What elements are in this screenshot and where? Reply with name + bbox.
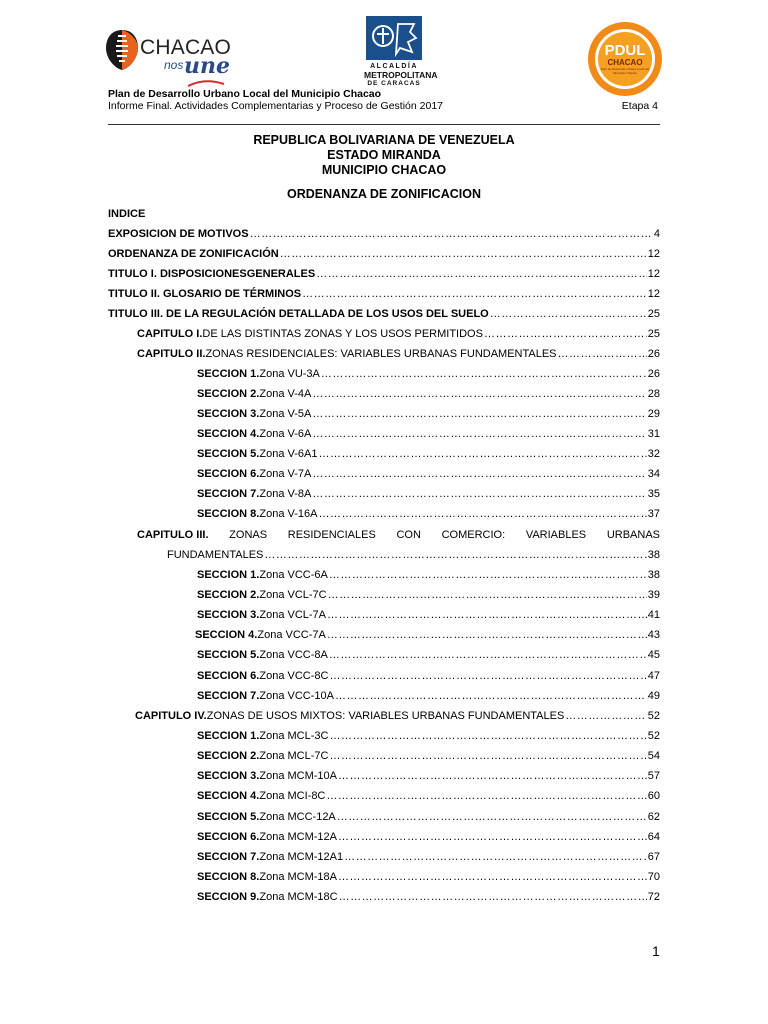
toc-leader-dots xyxy=(565,709,646,723)
toc-entry-page: 72 xyxy=(647,891,660,903)
toc-entry-page: 57 xyxy=(647,770,660,782)
toc-entry[interactable] xyxy=(197,588,660,602)
toc-leader-dots xyxy=(338,870,647,884)
chacao-emblem-icon xyxy=(104,28,140,72)
toc-entry-text: Zona VCC-8A xyxy=(259,649,328,661)
toc-entry-page: 67 xyxy=(647,851,660,863)
toc-leader-dots xyxy=(312,407,646,421)
toc-leader-dots xyxy=(338,830,647,844)
toc-entry-text: ZONAS DE USOS MIXTOS: VARIABLES URBANAS FUNDAMENTALES xyxy=(206,710,565,722)
toc-entry-text: Zona MCM-18C xyxy=(259,891,338,903)
toc-entry[interactable] xyxy=(108,267,660,281)
toc-entry-text: Zona V-8A xyxy=(259,488,312,500)
toc-entry-label: CAPITULO I. xyxy=(137,328,203,340)
toc-leader-dots xyxy=(312,427,646,441)
toc-entry-page: 54 xyxy=(647,750,660,762)
toc-entry-capitulo-iii-line1 xyxy=(137,528,660,542)
toc-entry-text: Zona VCL-7C xyxy=(259,589,327,601)
pdul-sub-text: CHACAO xyxy=(607,58,643,67)
toc-entry-text: Zona V-7A xyxy=(259,468,312,480)
toc-entry[interactable] xyxy=(197,810,660,824)
toc-leader-dots xyxy=(321,367,647,381)
toc-entry[interactable] xyxy=(108,287,660,301)
title-republic: REPUBLICA BOLIVARIANA DE VENEZUELA xyxy=(253,133,515,147)
toc-entry-label: SECCION 2. xyxy=(197,388,260,400)
toc-entry-label: SECCION 6. xyxy=(197,468,260,480)
chacao-tagline-nos: nos xyxy=(164,58,184,72)
toc-entry-page: 25 xyxy=(647,328,660,340)
toc-entry[interactable] xyxy=(197,830,660,844)
alcaldia-emblem-icon xyxy=(366,16,422,60)
toc-leader-dots xyxy=(337,810,647,824)
toc-entry-text: Zona VCL-7A xyxy=(259,609,327,621)
toc-entry-text: Zona V-6A xyxy=(259,428,312,440)
toc-entry-label: SECCION 8. xyxy=(197,508,260,520)
toc-entry[interactable] xyxy=(197,890,660,904)
toc-entry-word: VARIABLES xyxy=(525,529,587,541)
toc-entry-page: 70 xyxy=(647,871,660,883)
header-stage: Etapa 4 xyxy=(621,100,658,112)
toc-entry-label: SECCION 7. xyxy=(197,488,260,500)
toc-entry[interactable] xyxy=(137,327,660,341)
toc-entry[interactable] xyxy=(197,769,660,783)
toc-entry-text: Zona VCC-7A xyxy=(257,629,326,641)
toc-entry[interactable] xyxy=(197,487,660,501)
toc-entry-label: TITULO III. DE LA REGULACIÓN DETALLADA DE LOS USOS DEL SUELO xyxy=(108,308,489,320)
alcaldia-line-3: DE CARACAS xyxy=(367,80,421,87)
header-report-title: Informe Final. Actividades Complementarias y Proceso de Gestión 2017 xyxy=(108,100,444,112)
toc-entry-text: Zona MCM-12A xyxy=(259,831,337,843)
toc-entry-label: SECCION 3. xyxy=(197,770,260,782)
toc-entry-text: DE LAS DISTINTAS ZONAS Y LOS USOS PERMITIDOS xyxy=(202,328,483,340)
toc-entry-label: SECCION 1. xyxy=(197,730,260,742)
toc-entry-text: Zona MCI-8C xyxy=(259,790,326,802)
toc-entry-label: SECCION 9. xyxy=(197,891,260,903)
toc-entry-label: SECCION 3. xyxy=(197,609,260,621)
toc-leader-dots xyxy=(335,689,647,703)
toc-leader-dots xyxy=(329,749,646,763)
toc-entry-page: 12 xyxy=(647,268,660,280)
toc-entry[interactable] xyxy=(197,507,660,521)
title-ordinance: ORDENANZA DE ZONIFICACION xyxy=(287,187,481,201)
toc-entry[interactable] xyxy=(197,749,660,763)
toc-entry-label: SECCION 6. xyxy=(197,831,260,843)
toc-heading-label: INDICE xyxy=(108,208,146,220)
toc-entry-page: 31 xyxy=(647,428,660,440)
toc-entry-page: 26 xyxy=(647,348,660,360)
toc-entry-page: 29 xyxy=(647,408,660,420)
header-plan-title: Plan de Desarrollo Urbano Local del Municipio Chacao xyxy=(108,88,382,100)
toc-leader-dots xyxy=(328,588,647,602)
toc-entry[interactable] xyxy=(108,307,660,321)
toc-entry-label: SECCION 6. xyxy=(197,670,260,682)
toc-entry-label: SECCION 1. xyxy=(197,368,260,380)
toc-entry-label: SECCION 4. xyxy=(197,790,260,802)
toc-leader-dots xyxy=(327,628,647,642)
toc-entry-page: 43 xyxy=(647,629,660,641)
toc-entry-page: 52 xyxy=(647,710,660,722)
document-titles xyxy=(108,133,660,202)
alcaldia-shield xyxy=(366,16,422,60)
toc-leader-dots xyxy=(302,287,647,301)
toc-entry-page: 38 xyxy=(647,549,660,561)
toc-entry-text: Zona VCC-6A xyxy=(259,569,328,581)
toc-entry-label: SECCION 2. xyxy=(197,750,260,762)
toc-leader-dots xyxy=(264,548,646,562)
toc-entry[interactable] xyxy=(197,367,660,381)
toc-entry-page: 49 xyxy=(647,690,660,702)
chacao-tagline-une: une xyxy=(184,53,230,79)
toc-leader-dots xyxy=(250,227,653,241)
toc-entry-text: ZONAS RESIDENCIALES: VARIABLES URBANAS FUNDAMENTALES xyxy=(205,348,557,360)
toc-entry-page: 4 xyxy=(653,228,660,240)
toc-entry-page: 47 xyxy=(647,670,660,682)
toc-leader-dots xyxy=(558,347,647,361)
toc-entry-page: 12 xyxy=(647,248,660,260)
toc-entry-page: 52 xyxy=(647,730,660,742)
chacao-logo xyxy=(104,26,232,90)
page-number: 1 xyxy=(652,943,660,959)
toc-heading xyxy=(108,207,660,221)
toc-leader-dots xyxy=(329,648,647,662)
toc-entry-word: CON xyxy=(396,529,421,541)
alcaldia-line-1: ALCALDÍA xyxy=(370,63,418,70)
toc-entry-text: Zona VCC-10A xyxy=(259,690,334,702)
toc-entry[interactable] xyxy=(108,227,660,241)
toc-entry-text: Zona MCC-12A xyxy=(259,811,336,823)
toc-entry-label: SECCION 3. xyxy=(197,408,260,420)
toc-entry-page: 34 xyxy=(647,468,660,480)
toc-entry[interactable] xyxy=(197,608,660,622)
toc-leader-dots xyxy=(484,327,647,341)
toc-leader-dots xyxy=(326,789,646,803)
chacao-wordmark: CHACAO xyxy=(140,36,232,59)
toc-leader-dots xyxy=(316,267,647,281)
toc-entry-text: Zona V-5A xyxy=(259,408,312,420)
toc-entry-text: Zona VU-3A xyxy=(259,368,320,380)
title-state: ESTADO MIRANDA xyxy=(327,148,441,162)
toc-leader-dots xyxy=(344,850,647,864)
pdul-chacao-logo xyxy=(586,20,664,98)
toc-entry-word: URBANAS xyxy=(606,529,660,541)
toc-entry-label: SECCION 5. xyxy=(197,811,260,823)
toc-entry-text: Zona MCL-3C xyxy=(259,730,329,742)
toc-entry-label: SECCION 5. xyxy=(197,649,260,661)
toc-entry[interactable] xyxy=(197,467,660,481)
toc-entry[interactable] xyxy=(195,628,660,642)
toc-entry-text: Zona MCM-12A1 xyxy=(259,851,344,863)
alcaldia-metropolitana-logo xyxy=(364,16,438,88)
toc-entry-word: RESIDENCIALES xyxy=(287,529,376,541)
toc-entry-word: COMERCIO: xyxy=(441,529,506,541)
toc-entry[interactable] xyxy=(197,850,660,864)
toc-entry-label: SECCION 1. xyxy=(197,569,260,581)
toc-entry[interactable] xyxy=(167,548,660,562)
toc-entry-page: 32 xyxy=(647,448,660,460)
toc-entry-page: 38 xyxy=(647,569,660,581)
toc-entry[interactable] xyxy=(197,427,660,441)
header-divider xyxy=(108,124,660,125)
toc-leader-dots xyxy=(327,608,647,622)
toc-entry-page: 25 xyxy=(647,308,660,320)
toc-entry-label: EXPOSICION DE MOTIVOS xyxy=(108,228,249,240)
toc-entry[interactable] xyxy=(137,347,660,361)
toc-entry-text: Zona VCC-8C xyxy=(259,670,329,682)
toc-entry[interactable] xyxy=(197,789,660,803)
toc-entry-text: Zona MCM-18A xyxy=(259,871,337,883)
toc-entry-label: TITULO II. GLOSARIO DE TÉRMINOS xyxy=(108,288,302,300)
toc-entry-page: 45 xyxy=(647,649,660,661)
toc-entry-label: CAPITULO IV. xyxy=(135,710,207,722)
toc-entry-text: Zona V-16A xyxy=(259,508,318,520)
toc-entry[interactable] xyxy=(197,729,660,743)
toc-entry-label: ORDENANZA DE ZONIFICACIÓN xyxy=(108,248,279,260)
toc-entry-page: 26 xyxy=(647,368,660,380)
toc-entry-label: CAPITULO II. xyxy=(137,348,206,360)
toc-entry-page: 12 xyxy=(647,288,660,300)
toc-entry-label: SECCION 8. xyxy=(197,871,260,883)
toc-entry[interactable] xyxy=(135,709,660,723)
toc-entry[interactable] xyxy=(197,447,660,461)
toc-leader-dots xyxy=(329,568,647,582)
toc-entry-label: SECCION 4. xyxy=(197,428,260,440)
toc-entry-text: Zona V-4A xyxy=(259,388,312,400)
toc-entry-label: SECCION 7. xyxy=(197,690,260,702)
document-header xyxy=(108,88,658,112)
toc-entry[interactable] xyxy=(197,870,660,884)
toc-entry-word: ZONAS xyxy=(229,529,268,541)
toc-leader-dots xyxy=(329,669,646,683)
toc-entry-label: SECCION 5. xyxy=(197,448,260,460)
toc-leader-dots xyxy=(280,247,647,261)
toc-entry-text: Zona V-6A1 xyxy=(259,448,318,460)
toc-entry-page: 64 xyxy=(647,831,660,843)
toc-entry[interactable] xyxy=(108,247,660,261)
toc-entry[interactable] xyxy=(197,387,660,401)
toc-leader-dots xyxy=(338,769,647,783)
toc-entry-label: SECCION 2. xyxy=(197,589,260,601)
pdul-small-text: Plan de Desarrollo Urbano Local del Municipio Chacao xyxy=(600,67,650,75)
toc-entry[interactable] xyxy=(197,669,660,683)
alcaldia-line-2: METROPOLITANA xyxy=(364,70,438,80)
toc-entry-page: 41 xyxy=(647,609,660,621)
toc-entry-label: CAPITULO III. xyxy=(137,529,209,541)
pdul-main-text: PDUL xyxy=(604,42,646,59)
toc-entry[interactable] xyxy=(197,568,660,582)
toc-leader-dots xyxy=(312,467,646,481)
toc-entry-label: SECCION 7. xyxy=(197,851,260,863)
toc-leader-dots xyxy=(490,307,647,321)
toc-entry-page: 62 xyxy=(647,811,660,823)
toc-leader-dots xyxy=(312,387,646,401)
toc-entry-page: 39 xyxy=(647,589,660,601)
toc-entry-text: Zona MCL-7C xyxy=(259,750,329,762)
title-municipality: MUNICIPIO CHACAO xyxy=(321,163,447,177)
toc-leader-dots xyxy=(329,729,646,743)
toc-entry[interactable] xyxy=(197,407,660,421)
toc-entry-text: Zona MCM-10A xyxy=(259,770,337,782)
toc-entry-page: 60 xyxy=(647,790,660,802)
toc-entry-page: 28 xyxy=(647,388,660,400)
toc-leader-dots xyxy=(318,507,646,521)
toc-entry-label: SECCION 4. xyxy=(195,629,258,641)
toc-entry-text: FUNDAMENTALES xyxy=(167,549,264,561)
toc-leader-dots xyxy=(318,447,646,461)
toc-entry[interactable] xyxy=(197,648,660,662)
toc-entry-page: 37 xyxy=(647,508,660,520)
toc-entry[interactable] xyxy=(197,689,660,703)
toc-entry-page: 35 xyxy=(647,488,660,500)
toc-leader-dots xyxy=(312,487,646,501)
toc-leader-dots xyxy=(339,890,647,904)
toc-entry-label: TITULO I. DISPOSICIONESGENERALES xyxy=(108,268,316,280)
